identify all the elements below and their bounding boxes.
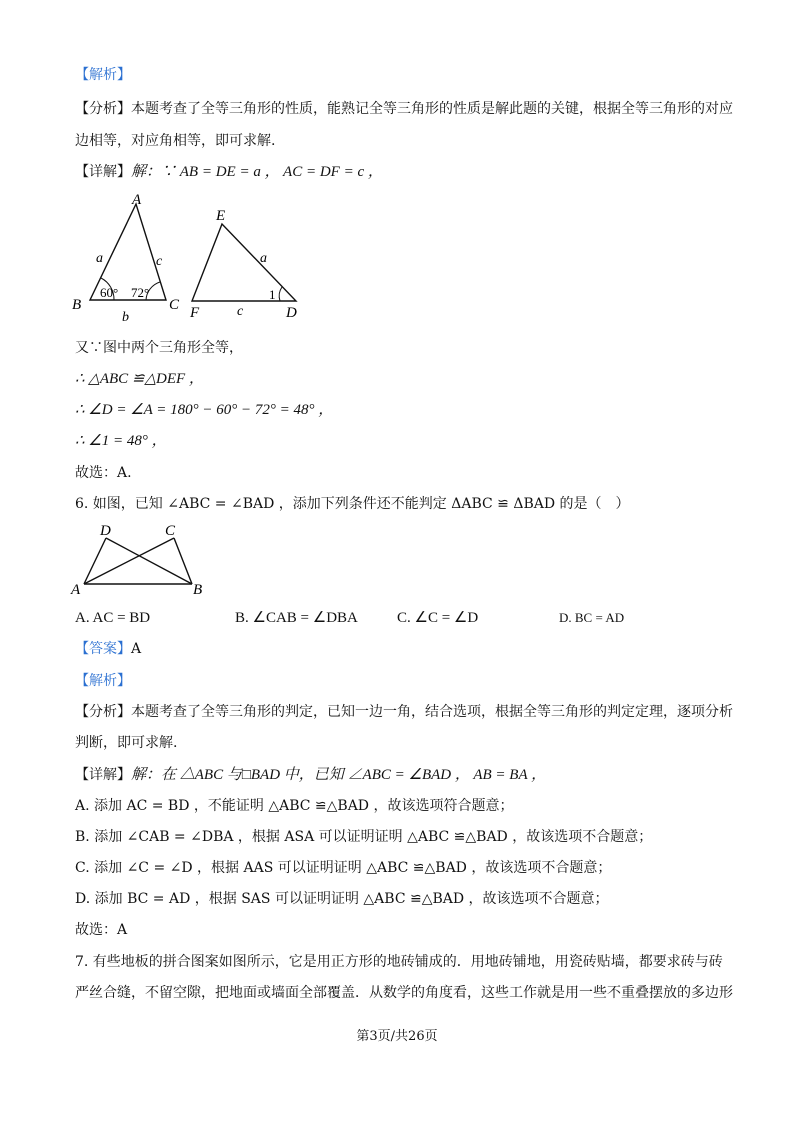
option-d: D. BC = AD bbox=[559, 610, 625, 625]
q6-xiangjie-line: 【详解】解：在 △ABC 与□BAD 中，已知 ∠ABC = ∠BAD ， AB = BA ， bbox=[75, 767, 547, 783]
label-B: B bbox=[72, 297, 82, 313]
fenxi-paragraph-line2: 边相等，对应角相等，即可求解. bbox=[75, 133, 276, 149]
q6-options bbox=[75, 608, 725, 628]
label-angle-72: 72° bbox=[131, 285, 150, 300]
option-b: B. ∠CAB = ∠DBA bbox=[235, 610, 358, 626]
label-angle-60: 60° bbox=[100, 285, 119, 300]
q6-choice: 故选：A bbox=[75, 922, 128, 938]
page-footer: 第3页/共26页 bbox=[356, 1029, 438, 1044]
analysis-tag: 【解析】 bbox=[75, 67, 131, 83]
step-2: ∴ △ABC ≌△DEF ， bbox=[75, 371, 204, 387]
label-E: E bbox=[216, 208, 226, 224]
label-C: C bbox=[165, 523, 176, 539]
q6-answer: 【答案】A bbox=[75, 641, 142, 657]
label-side-b: b bbox=[122, 310, 129, 322]
option-c: C. ∠C = ∠D bbox=[397, 610, 479, 626]
q6-item-b: B. 添加 ∠CAB = ∠DBA ，根据 ASA 可以证明证明 △ABC ≌△BAD ，故该选项不合题意； bbox=[75, 829, 653, 845]
q6-figure bbox=[70, 520, 220, 598]
label-D: D bbox=[100, 523, 111, 539]
label-A: A bbox=[132, 192, 142, 208]
label-side-c: c bbox=[156, 254, 163, 269]
choice-1: 故选：A. bbox=[75, 465, 132, 481]
q6-fenxi-line1: 【分析】本题考查了全等三角形的判定，已知一边一角，结合选项，根据全等三角形的判定定理，逐项分析 bbox=[75, 704, 733, 720]
q7-line1: 7. 有些地板的拼合图案如图所示，它是用正方形的地砖铺成的．用地砖铺地，用瓷砖贴墙，都要求砖与砖 bbox=[75, 954, 723, 970]
option-a: A. AC = BD bbox=[75, 610, 151, 626]
step-1: 又∵图中两个三角形全等， bbox=[75, 340, 243, 356]
q6-item-c: C. 添加 ∠C = ∠D ，根据 AAS 可以证明证明 △ABC ≌△BAD ，故该选项不合题意； bbox=[75, 860, 612, 876]
q6-fenxi-line2: 判断，即可求解. bbox=[75, 735, 178, 751]
q6-item-a: A. 添加 AC = BD ，不能证明 △ABC ≌△BAD ，故该选项符合题意； bbox=[75, 798, 514, 814]
step-4: ∴ ∠1 = 48° ， bbox=[75, 433, 167, 449]
label-D: D bbox=[286, 305, 297, 321]
xiangjie-line: 【详解】解：∵ AB = DE = a ， AC = DF = c ， bbox=[75, 164, 383, 180]
q6-analysis-tag: 【解析】 bbox=[75, 673, 131, 689]
label-side-c-right: c bbox=[237, 304, 244, 319]
label-angle-1: 1 bbox=[269, 287, 276, 302]
q6-item-d: D. 添加 BC = AD ，根据 SAS 可以证明证明 △ABC ≌△BAD ，故该选项不合题意； bbox=[75, 891, 609, 907]
congruent-triangles-figure bbox=[70, 190, 310, 322]
label-F: F bbox=[190, 305, 200, 321]
label-A: A bbox=[71, 582, 81, 598]
label-C: C bbox=[169, 297, 180, 313]
fenxi-paragraph-line1: 【分析】本题考查了全等三角形的性质，能熟记全等三角形的性质是解此题的关键，根据全等三角形的对应 bbox=[75, 101, 733, 117]
label-side-a-right: a bbox=[260, 251, 267, 266]
q7-line2: 严丝合缝，不留空隙，把地面或墙面全部覆盖．从数学的角度看，这些工作就是用一些不重叠摆放的多边形 bbox=[75, 985, 733, 1001]
label-B: B bbox=[193, 582, 203, 598]
label-side-a: a bbox=[96, 251, 103, 266]
q6-stem: 6. 如图，已知 ∠ABC = ∠BAD ，添加下列条件还不能判定 ΔABC ≌ ΔBAD 的是（ ） bbox=[75, 496, 630, 512]
step-3: ∴ ∠D = ∠A = 180° − 60° − 72° = 48° ， bbox=[75, 402, 334, 418]
